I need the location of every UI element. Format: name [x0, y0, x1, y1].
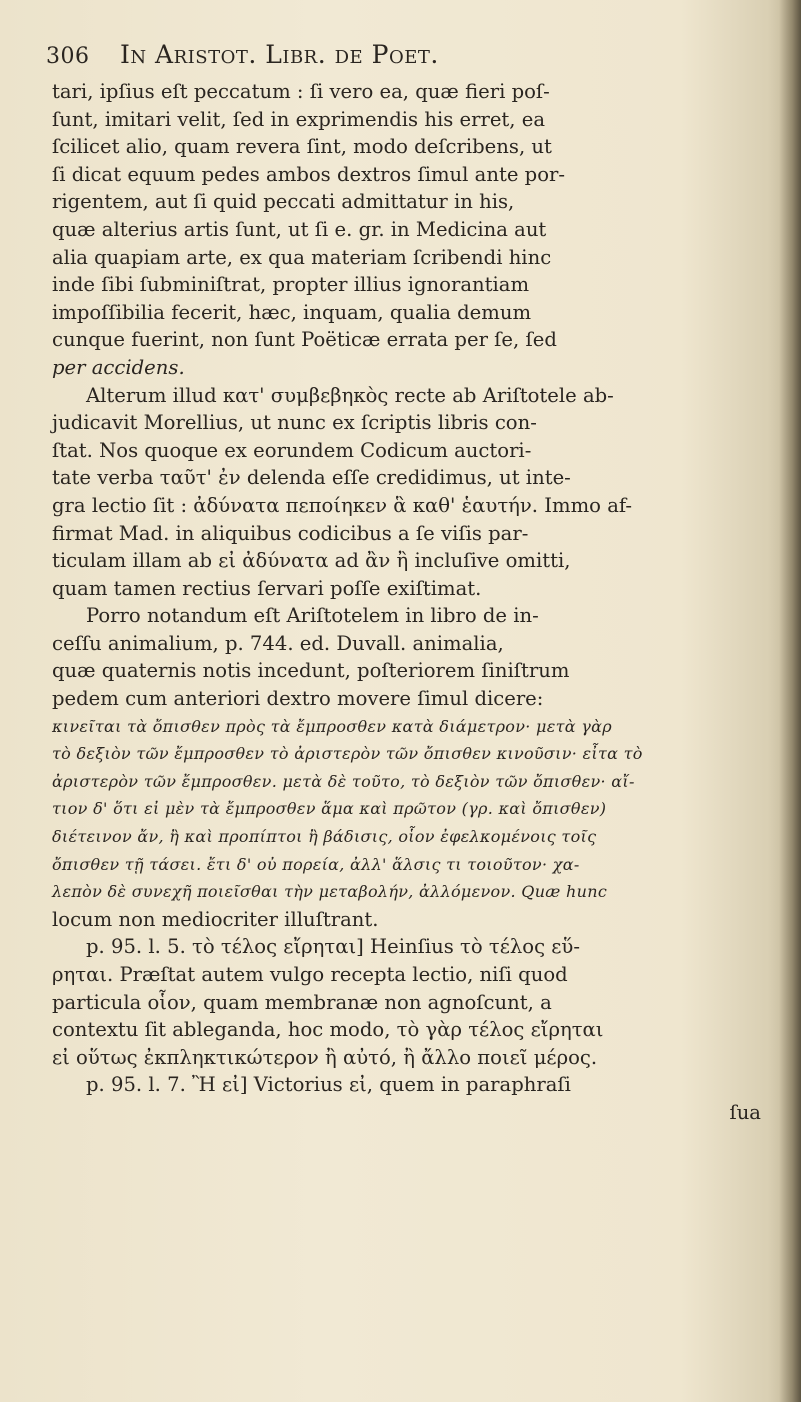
text-line: p. 95. l. 7. Ἢ εἰ] Victorius εἰ, quem in paraphraſi [86, 1073, 571, 1097]
text-line: particula οἷον, quam membranæ non agnoſcunt, a [52, 990, 552, 1014]
text-line: ſi dicat equum pedes ambos dextros ſimul ante por- [52, 162, 565, 186]
text-line: ἀριστερὸν τῶν ἔμπροσθεν. μετὰ δὲ τοῦτο, τὸ δεξιὸν τῶν ὄπισθεν· αἴ- [52, 771, 635, 791]
text-line: locum non mediocriter illuſtrant. [52, 907, 379, 931]
text-line: Porro notandum eſt Ariſtotelem in libro de in- [86, 604, 539, 628]
text-line: tate verba ταῦτ' ἐν delenda eſſe credidimus, ut inte- [52, 466, 571, 490]
text-line: εἰ οὕτως ἐκπληκτικώτερον ἢ αὐτό, ἢ ἄλλο ποιεῖ μέρος. [52, 1045, 598, 1069]
text-line: ſunt, imitari velit, ſed in exprimendis his erret, ea [52, 107, 546, 131]
text-line: ſua [729, 1100, 761, 1124]
text-line: cunque fuerint, non ſunt Poëticæ errata per ſe, ſed [52, 328, 557, 352]
text-line: contextu ſit ableganda, hoc modo, τὸ γὰρ τέλος εἴρηται [52, 1018, 604, 1042]
text-line: quæ alterius artis ſunt, ut ſi e. gr. in Medicina aut [52, 217, 547, 241]
text-line: impoſſibilia fecerit, hæc, inquam, qualia demum [52, 300, 532, 324]
page-edge-shadow [779, 0, 801, 1402]
text-line: quam tamen rectius ſervari poſſe exiſtimat. [52, 576, 482, 600]
text-line: ticulam illam ab εἰ ἀδύνατα ad ἂν ἢ incluſive omitti, [52, 549, 571, 573]
text-line: pedem cum anteriori dextro movere ſimul dicere: [52, 687, 544, 711]
text-line: λεπὸν δὲ συνεχῆ ποιεῖσθαι τὴν μεταβολήν, ἀλλόμενον. Quæ hunc [52, 882, 608, 902]
text-line: ſtat. Nos quoque ex eorundem Codicum auctori- [52, 438, 532, 462]
text-line: p. 95. l. 5. τὸ τέλος εἴρηται] Heinſius τὸ τέλος εὕ- [86, 935, 580, 959]
text-line: rigentem, aut ſi quid peccati admittatur in his, [52, 190, 515, 214]
text-line: tari, ipſius eſt peccatum : ſi vero ea, quæ fieri poſ- [52, 80, 550, 103]
text-line: quæ quaternis notis incedunt, poſteriorem ſiniſtrum [52, 659, 570, 683]
text-line: alia quapiam arte, ex qua materiam ſcribendi hinc [52, 245, 552, 269]
text-line: firmat Mad. in aliquibus codicibus a ſe viſis par- [52, 521, 529, 545]
text-line: judicavit Morellius, ut nunc ex ſcriptis libris con- [52, 411, 537, 435]
running-header [46, 40, 746, 69]
text-line: Alterum illud κατ' συμβεβηκὸς recte ab Ariſtotele ab- [86, 383, 614, 407]
text-line: κινεῖται τὰ ὄπισθεν πρὸς τὰ ἔμπροσθεν κατὰ διάμετρον· μετὰ γὰρ [52, 716, 612, 736]
text-line: ρηται. Præſtat autem vulgo recepta lectio, niſi quod [52, 963, 568, 986]
text-line: per accidens. [52, 355, 185, 379]
text-line: gra lectio ſit : ἀδύνατα πεποίηκεν ἃ καθ' ἑαυτήν. Immo af- [52, 493, 633, 517]
text-line: τιον δ' ὅτι εἰ μὲν τὰ ἔμπροσθεν ἅμα καὶ πρῶτον (γρ. καὶ ὄπισθεν) [52, 799, 607, 819]
text-line: inde ſibi ſubminiſtrat, propter illius ignorantiam [52, 273, 530, 297]
text-line: τὸ δεξιὸν τῶν ἔμπροσθεν τὸ ἀριστερὸν τῶν ὄπισθεν κινοῦσιν· εἶτα τὸ [52, 744, 643, 764]
text-line: ſcilicet alio, quam revera ſint, modo deſcribens, ut [52, 135, 552, 159]
text-line: ceſſu animalium, p. 744. ed. Duvall. animalia, [52, 631, 504, 655]
text-line: διέτεινον ἄν, ἢ καὶ προπίπτοι ἢ βάδισις, οἷον ἐφελκομένοις τοῖς [52, 827, 597, 847]
page-number: 306 [46, 44, 90, 69]
body-text [52, 78, 767, 1127]
running-title: In Aristot. Libr. de Poet. [119, 40, 439, 69]
text-line: ὄπισθεν τῇ τάσει. ἔτι δ' οὐ πορεία, ἀλλ' ἅλσις τι τοιοῦτον· χα- [52, 854, 580, 874]
